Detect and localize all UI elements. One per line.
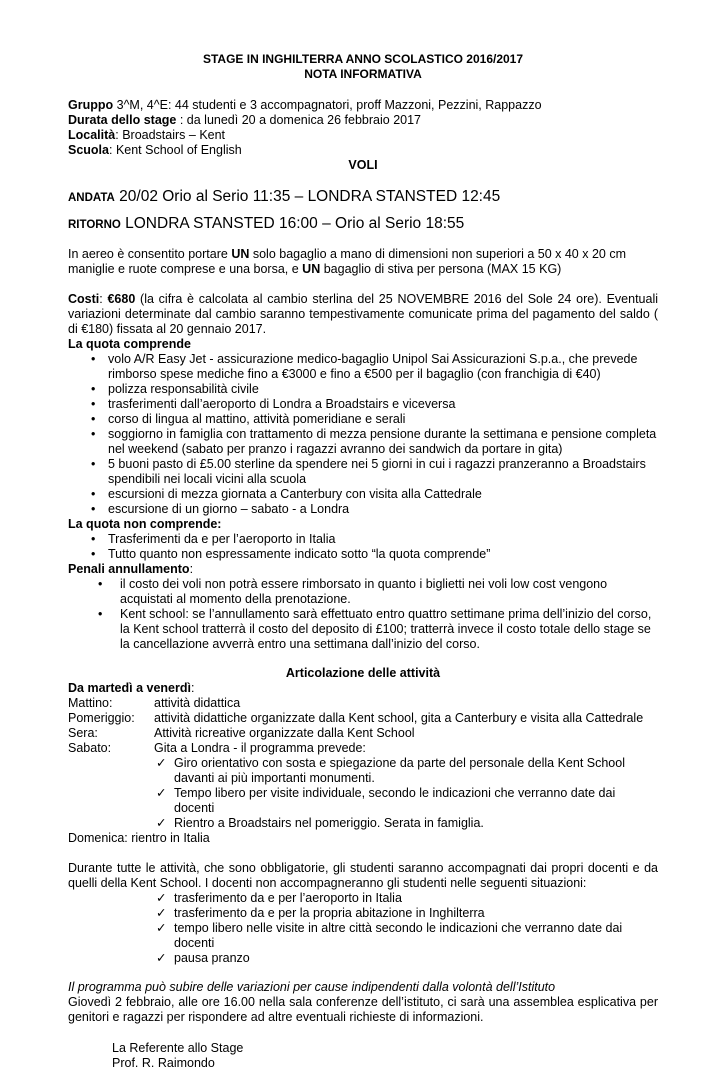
schedule-row: Mattino: attività didattica [68,696,241,710]
list-item: ✓ Rientro a Broadstairs nel pomeriggio. Serata in famiglia. [156,816,484,830]
list-item: ✓ pausa pranzo [156,951,250,965]
flight-outbound: ANDATA 20/02 Orio al Serio 11:35 – LONDRA STANSTED 12:45 [68,188,501,205]
list-item: • soggiorno in famiglia con trattamento di mezza pensione durante la settimana e pensione completa nel weekend (sabato per pranzo i ragazzi avranno dei sandwich da portare in gita) [91,427,657,456]
includes-list [68,352,658,517]
check-icon: ✓ [156,951,167,965]
check-icon: ✓ [156,816,167,830]
check-icon: ✓ [156,756,167,770]
days-heading: Da martedì a venerdì: [68,681,195,695]
list-item: ✓ Tempo libero per visite individuale, secondo le indicazioni che verranno date dai docenti [156,786,616,815]
baggage-paragraph: In aereo è consentito portare UN solo bagaglio a mano di dimensioni non superiori a 50 x 40 x 20 cm maniglie e ruote comprese e una borsa, e UN bagaglio di stiva per persona (MAX 15 KG) [68,247,626,276]
penalties-heading: Penali annullamento: [68,562,194,576]
info-section [68,98,658,173]
penalties-list [68,577,658,652]
supervision-paragraph: Durante tutte le attività, che sono obbligatorie, gli studenti saranno accompagnati dai propri docenti e da quelli della Kent School. I docenti non accompagneranno gli studenti nelle seguenti situazioni: [68,861,658,890]
list-item: • 5 buoni pasto di £5.00 sterline da spendere nei 5 giorni in cui i ragazzi pranzeranno a Broadstairs spendibili nei locali vicini alla scuola [91,457,646,486]
list-item: • trasferimenti dall’aeroporto di Londra a Broadstairs e viceversa [91,397,456,411]
saturday-list [68,756,658,831]
list-item: • Tutto quanto non espressamente indicato sotto “la quota comprende” [91,547,491,561]
check-icon: ✓ [156,786,167,800]
signature-name: Prof. R. Raimondo [112,1056,215,1070]
sunday-line: Domenica: rientro in Italia [68,831,210,845]
list-item: ✓ tempo libero nelle visite in altre città secondo le indicazioni che verranno date dai docenti [156,921,623,950]
document-page [68,52,658,1071]
list-item: ✓ trasferimento da e per l’aeroporto in Italia [156,891,402,905]
info-location: Località: Broadstairs – Kent [68,128,226,142]
list-item: • Trasferimenti da e per l’aeroporto in Italia [91,532,336,546]
document-subtitle: NOTA INFORMATIVA [304,67,422,81]
list-item: • escursioni di mezza giornata a Canterbury con visita alla Cattedrale [91,487,482,501]
activities-heading: Articolazione delle attività [285,666,441,680]
check-icon: ✓ [156,921,167,935]
list-item: • Kent school: se l’annullamento sarà effettuato entro quattro settimane prima dell’inizio del corso, la Kent school tratterrà il costo del deposito di £100; tratterrà invece il costo totale dello stage se la cancellazione avverrà entro una settimana dall’inizio del corso. [98,607,652,651]
signature-role: La Referente allo Stage [112,1041,244,1055]
list-item: • corso di lingua al mattino, attività pomeridiane e serali [91,412,406,426]
supervision-list [68,891,658,966]
list-item: • volo A/R Easy Jet - assicurazione medico-bagaglio Unipol Sai Assicurazioni S.p.a., che prevede rimborso spese mediche fino a €3000 e fino a €500 per il bagaglio (con franchigia di €40) [91,352,638,381]
info-school: Scuola: Kent School of English [68,143,242,157]
list-item: • polizza responsabilità civile [91,382,259,396]
schedule-row: Sera: Attività ricreative organizzate dalla Kent School [68,726,415,740]
list-item: • escursione di un giorno – sabato - a Londra [91,502,350,516]
excludes-list [68,532,658,562]
list-item: ✓ trasferimento da e per la propria abitazione in Inghilterra [156,906,485,920]
includes-heading: La quota comprende [68,337,191,351]
excludes-heading: La quota non comprende: [68,517,222,531]
check-icon: ✓ [156,891,167,905]
info-group: Gruppo 3^M, 4^E: 44 studenti e 3 accompagnatori, proff Mazzoni, Pezzini, Rappazzo [68,98,542,112]
list-item: • il costo dei voli non potrà essere rimborsato in quanto i biglietti nei voli low cost vengono acquistati al momento della prenotazione. [98,577,608,606]
check-icon: ✓ [156,906,167,920]
signature-block [68,1041,658,1071]
schedule-row: Pomeriggio: attività didattiche organizzate dalla Kent school, gita a Canterbury e visita alla Cattedrale [68,711,644,725]
program-note: Il programma può subire delle variazioni per cause indipendenti dalla volontà dell’Istituto [68,980,556,994]
info-duration: Durata dello stage : da lunedì 20 a domenica 26 febbraio 2017 [68,113,422,127]
flight-return: RITORNO LONDRA STANSTED 16:00 – Orio al Serio 18:55 [68,215,465,232]
voli-heading: VOLI [348,158,378,172]
schedule-row: Sabato: Gita a Londra - il programma prevede: [68,741,366,755]
document-title: STAGE IN INGHILTERRA ANNO SCOLASTICO 2016/2017 [202,52,524,66]
list-item: ✓ Giro orientativo con sosta e spiegazione da parte del personale della Kent School davanti ai più importanti monumenti. [156,756,625,785]
meeting-note: Giovedì 2 febbraio, alle ore 16.00 nella sala conferenze dell’istituto, ci sarà una assemblea esplicativa per genitori e ragazzi per rispondere ad altre eventuali richieste di informazioni. [68,995,658,1024]
costs-paragraph: Costi: €680 (la cifra è calcolata al cambio sterlina del 25 NOVEMBRE 2016 del Sole 24 ore). Eventuali variazioni determinate dal cambio saranno tempestivamente comunicate prima del pagamento del saldo ( di €180) fissata al 20 gennaio 2017. [68,292,659,336]
